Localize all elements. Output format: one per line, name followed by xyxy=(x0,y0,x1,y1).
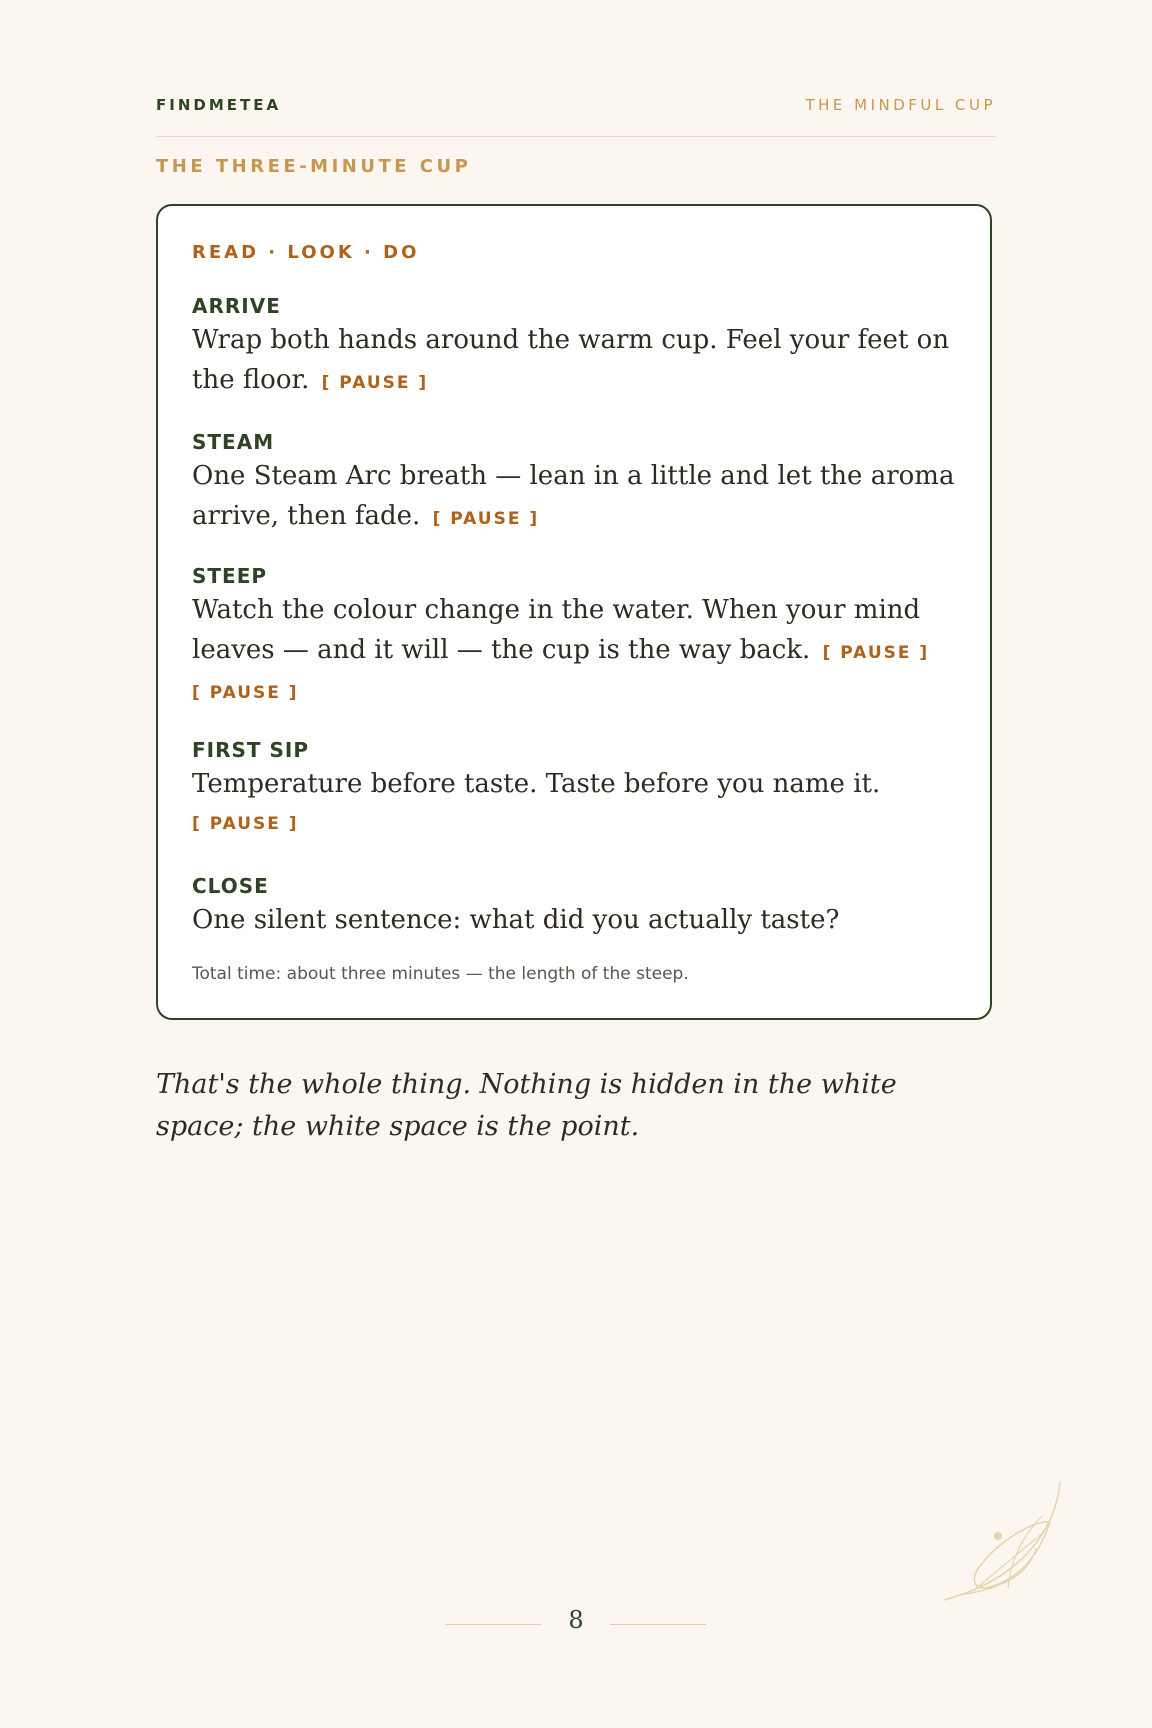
step-body: Watch the colour change in the water. When your mind leaves — and it will — the cup is the way back. xyxy=(192,595,921,665)
step-first-sip xyxy=(192,736,962,844)
section-heading: THE THREE-MINUTE CUP xyxy=(156,156,472,177)
closing-paragraph: That's the whole thing. Nothing is hidden in the white space; the white space is the point. xyxy=(156,1069,897,1142)
step-steep xyxy=(192,562,962,713)
step-close xyxy=(192,872,962,940)
tea-leaf-swirl-icon xyxy=(938,1478,1064,1604)
step-arrive xyxy=(192,292,962,403)
step-text xyxy=(192,590,962,673)
page xyxy=(156,0,996,1728)
step-label: CLOSE xyxy=(192,874,269,898)
pause-marker: [ PAUSE ] xyxy=(822,643,930,663)
step-label: ARRIVE xyxy=(192,294,281,318)
ritual-card xyxy=(156,204,992,1020)
card-kicker: READ · LOOK · DO xyxy=(192,242,420,263)
pause-marker: [ PAUSE ] xyxy=(192,814,299,834)
step-body: Wrap both hands around the warm cup. Feel your feet on the floor. xyxy=(192,325,950,395)
step-label: FIRST SIP xyxy=(192,738,310,762)
page-footer xyxy=(0,1602,1152,1650)
step-body: One Steam Arc breath — lean in a little and let the aroma arrive, then fade. xyxy=(192,461,955,531)
pause-marker: [ PAUSE ] xyxy=(432,509,540,529)
step-text: Temperature before taste. Taste before you name it. xyxy=(192,769,881,799)
page-number: 8 xyxy=(568,1606,584,1634)
step-text: One silent sentence: what did you actually taste? xyxy=(192,905,840,935)
footer-rule-left xyxy=(445,1624,541,1625)
step-text xyxy=(192,456,962,539)
pause-marker: [ PAUSE ] xyxy=(192,683,299,703)
step-label: STEEP xyxy=(192,564,268,588)
footer-rule-right xyxy=(610,1624,706,1625)
page-header xyxy=(156,92,996,137)
step-label: STEAM xyxy=(192,430,275,454)
step-text xyxy=(192,320,962,403)
brand-name: FINDMETEA xyxy=(156,96,282,114)
total-time-note: Total time: about three minutes — the length of the steep. xyxy=(192,964,689,984)
pause-marker: [ PAUSE ] xyxy=(321,373,429,393)
step-steam xyxy=(192,428,962,539)
book-title: THE MINDFUL CUP xyxy=(805,96,996,114)
